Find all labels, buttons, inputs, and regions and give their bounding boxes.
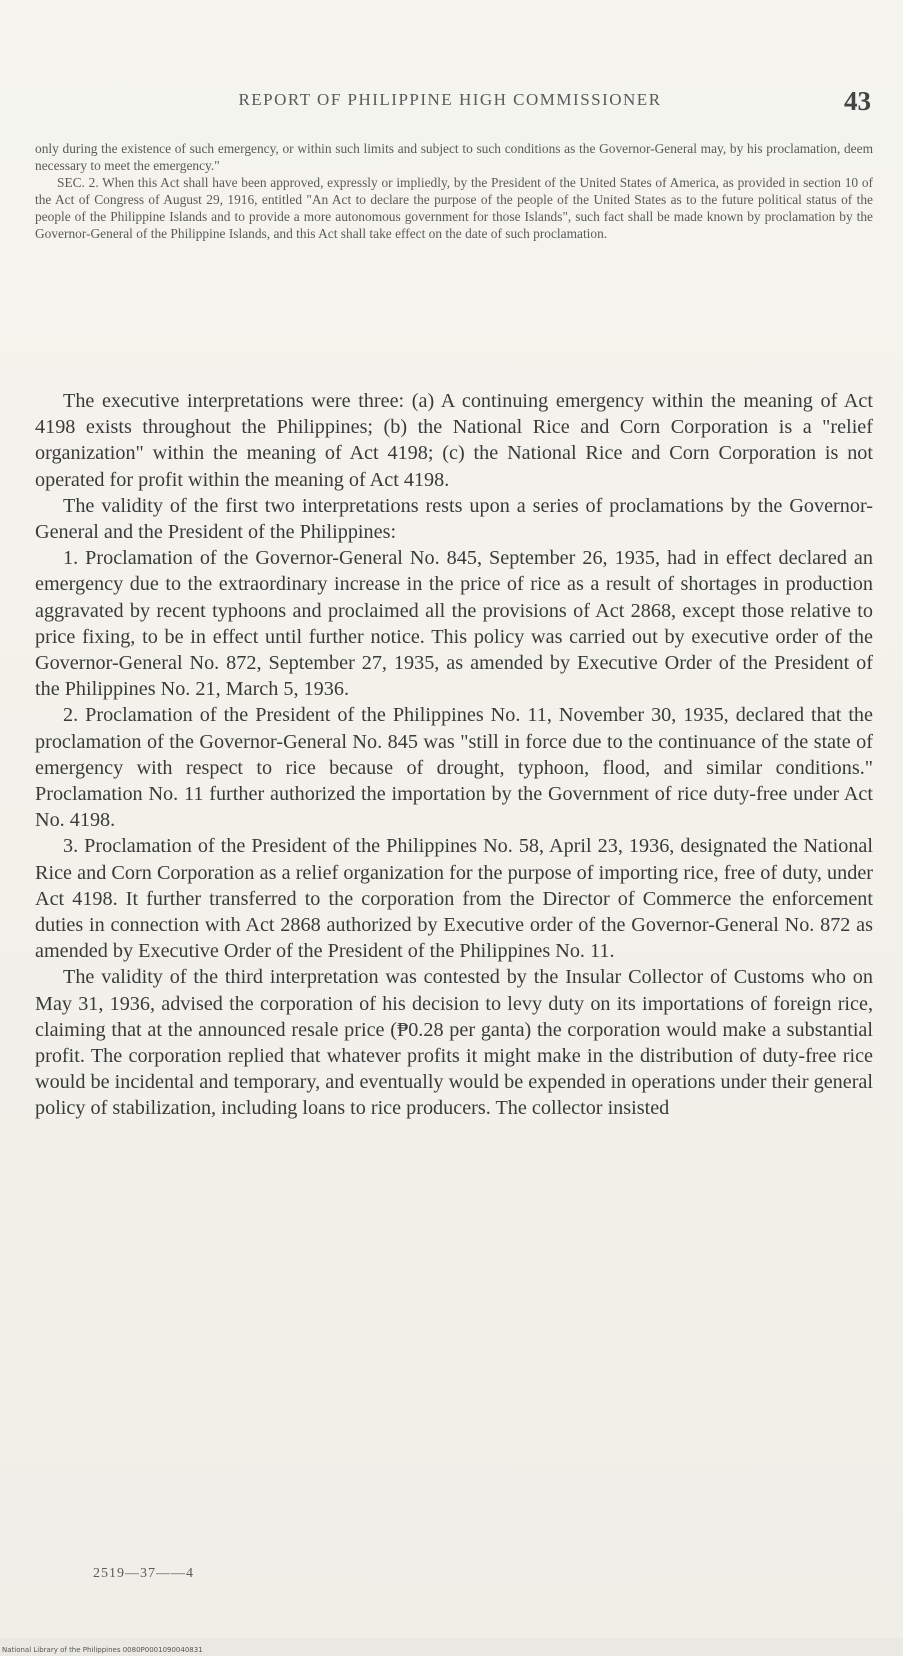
page-header [0,86,903,120]
body-text [35,388,873,1122]
body-paragraph: 1. Proclamation of the Governor-General No. 845, September 26, 1935, had in effect declared an emergency due to the extraordinary increase in the price of rice as a result of shortages in production aggravated by recent typhoons and proclaimed all the provisions of Act 2868, except those relative to price fixing, to be in effect until further notice. This policy was carried out by executive order of the Governor-General No. 872, September 27, 1935, as amended by Executive Order of the President of the Philippines No. 21, March 5, 1936. [35,547,873,701]
running-title: REPORT OF PHILIPPINE HIGH COMMISSIONER [238,90,662,109]
quoted-statute-text [35,140,873,242]
page-number: 43 [844,86,871,116]
body-paragraph: The executive interpretations were three: (a) A continuing emergency within the meaning of Act 4198 exists throughout the Philippines; (b) the National Rice and Corn Corporation is a "relief organization" within the meaning of Act 4198; (c) the National Rice and Corn Corporation is not operated for profit within the meaning of Act 4198. [35,390,873,491]
scan-source-label: National Library of the Philippines 0080P0001090040831 [2,1646,203,1654]
body-paragraph: The validity of the third interpretation was contested by the Insular Collector of Customs who on May 31, 1936, advised the corporation of his decision to levy duty on its importations of foreign rice, claiming that at the announced resale price (₱0.28 per ganta) the corporation would make a substantial profit. The corporation replied that whatever profits it might make in the distribution of duty-free rice would be incidental and temporary, and eventually would be expended in operations under their general policy of stabilization, including loans to rice producers. The collector insisted [35,966,873,1120]
scan-footer-strip [0,1638,903,1656]
body-paragraph: 3. Proclamation of the President of the Philippines No. 58, April 23, 1936, designated the National Rice and Corn Corporation as a relief organization for the purpose of importing rice, free of duty, under Act 4198. It further transferred to the corporation from the Director of Commerce the enforcement duties in connection with Act 2868 authorized by Executive order of the Governor-General No. 872 as amended by Executive Order of the President of the Philippines No. 11. [35,835,873,963]
body-paragraph: The validity of the first two interpretations rests upon a series of proclamations by the Governor-General and the President of the Philippines: [35,494,873,544]
printer-signature: 2519—37——4 [93,1566,194,1581]
quoted-paragraph: only during the existence of such emergency, or within such limits and subject to such conditions as the Governor-General may, by his proclamation, deem necessary to meet the emergency." [35,141,873,173]
body-paragraph: 2. Proclamation of the President of the Philippines No. 11, November 30, 1935, declared that the proclamation of the Governor-General No. 845 was "still in force due to the continuance of the state of emergency with respect to rice because of drought, typhoon, flood, and similar conditions." Proclamation No. 11 further authorized the importation by the Government of rice duty-free under Act No. 4198. [35,704,873,832]
quoted-paragraph: SEC. 2. When this Act shall have been approved, expressly or impliedly, by the President of the United States of America, as provided in section 10 of the Act of Congress of August 29, 1916, entitled "An Act to declare the purpose of the people of the United States as to the future political status of the people of the Philippine Islands and to provide a more autonomous government for those Islands", such fact shall be made known by proclamation by the Governor-General of the Philippine Islands, and this Act shall take effect on the date of such proclamation. [35,175,873,241]
